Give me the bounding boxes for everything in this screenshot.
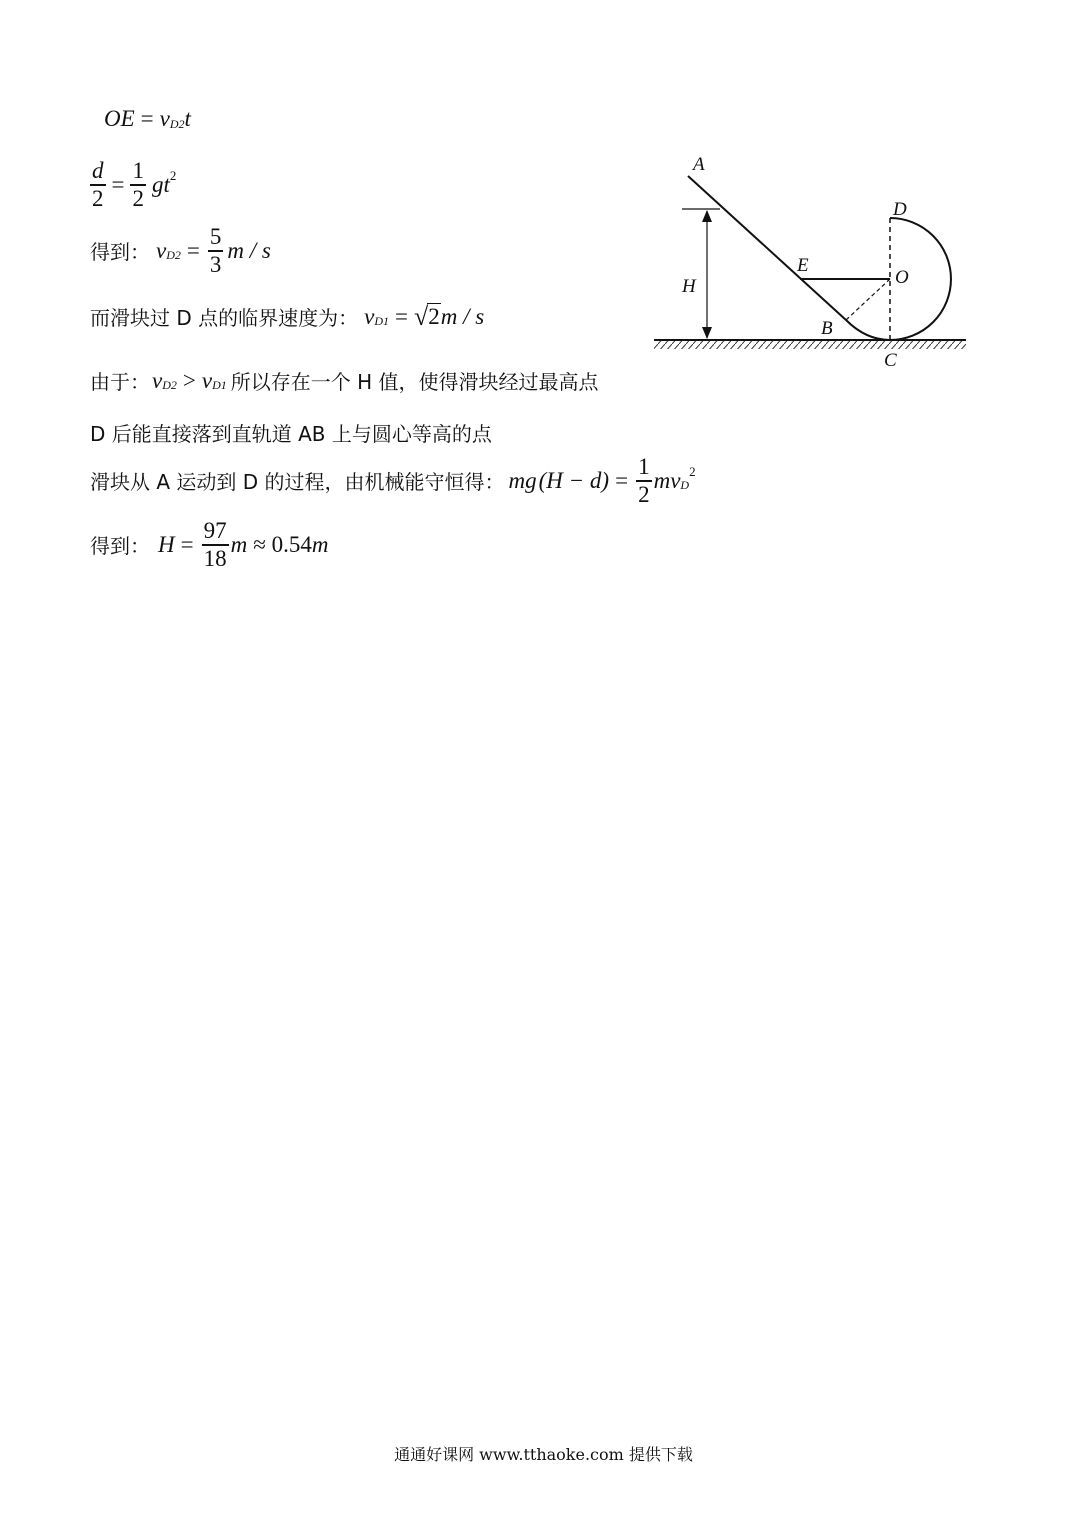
arrow-up-icon [702,210,712,222]
conclusion-line: D 后能直接落到直轨道 AB 上与圆心等高的点 [90,422,492,446]
time-symbol: t [184,106,191,131]
ground-hatching [654,341,966,349]
meter-unit: m [311,531,329,557]
label-e: E [797,255,809,276]
velocity-subscript: D2 [162,378,177,392]
formula [364,303,484,330]
fraction-one-half [130,158,146,212]
square-root [414,303,441,330]
fraction-numerator: 97 [203,518,227,543]
label-o: O [895,267,909,288]
fraction-numerator: 1 [132,158,144,183]
h-symbol: H [158,531,175,557]
velocity-symbol: v [156,237,167,263]
fraction-97-over-18 [202,518,229,572]
velocity-symbol: v [152,367,163,393]
fraction-numerator: d [92,158,104,183]
fraction-denominator: 18 [203,545,227,571]
fraction-five-thirds [208,224,224,278]
fraction-numerator: 5 [209,224,222,249]
equals-sign: = [615,467,629,493]
velocity-subscript: D [680,478,690,493]
label-b: B [821,318,833,339]
page-footer: 通通好课网 www.tthaoke.com 提供下载 [394,1445,693,1464]
fraction-one-half [636,454,652,508]
formula [152,368,227,394]
equals-sign: = [111,171,125,197]
text-label: 而滑块过 D 点的临界速度为： [90,306,359,330]
velocity-subscript: D1 [374,314,390,328]
result-vd2 [90,224,271,278]
oe-symbol: OE [104,106,135,131]
equals-sign: = [395,303,408,329]
formula [156,224,271,278]
fraction-denominator: 2 [638,481,650,507]
formula [509,454,696,508]
comparison-line [90,366,599,395]
radicand: 2 [428,304,440,329]
fraction-d-over-2 [90,158,106,212]
arrow-down-icon [702,327,712,339]
height-difference: (H − d) [538,467,610,493]
text-label: 得到： [90,240,150,265]
formula [158,518,328,572]
energy-line [90,454,696,508]
incline-ab [688,176,846,320]
text-label: 由于： [90,370,150,394]
unit: m / s [227,237,271,263]
exponent: 2 [689,463,696,479]
gt-symbol: gt [151,171,170,197]
text-label: 得到： [90,534,150,559]
equals-sign: = [140,106,154,131]
mv-symbol: mv [653,467,681,493]
radius-ob [846,279,890,320]
exponent: 2 [169,167,177,183]
transition-curve-bc [846,320,890,340]
equation-fall [88,158,176,212]
equation-oe [104,106,191,132]
radical-sign-icon: √ [414,302,429,331]
velocity-symbol: v [364,303,375,329]
velocity-symbol: v [201,367,213,393]
label-a: A [693,154,705,175]
fraction-denominator: 2 [132,185,144,211]
track-diagram [640,145,980,380]
text-label: 滑块从 A 运动到 D 的过程，由机械能守恒得： [90,470,505,495]
equals-sign: = [180,531,194,557]
fraction-denominator: 3 [209,251,222,277]
velocity-subscript: D2 [169,116,185,131]
approximate-value: ≈ 0.54 [253,531,312,557]
result-h [90,518,328,572]
label-c: C [884,350,897,371]
unit: m / s [440,303,485,329]
mg-symbol: mg [508,467,537,493]
velocity-subscript: D1 [212,378,227,392]
label-d: D [893,199,907,220]
meter-unit: m [230,531,248,557]
equals-sign: = [186,237,200,263]
greater-than-sign: > [182,367,196,393]
velocity-subscript: D2 [166,248,181,263]
velocity-symbol: v [159,106,170,131]
critical-speed-line [90,302,484,331]
fraction-numerator: 1 [638,454,650,479]
fraction-denominator: 2 [92,185,104,211]
label-h: H [682,276,696,297]
text-continuation: 所以存在一个 H 值，使得滑块经过最高点 [230,370,599,394]
